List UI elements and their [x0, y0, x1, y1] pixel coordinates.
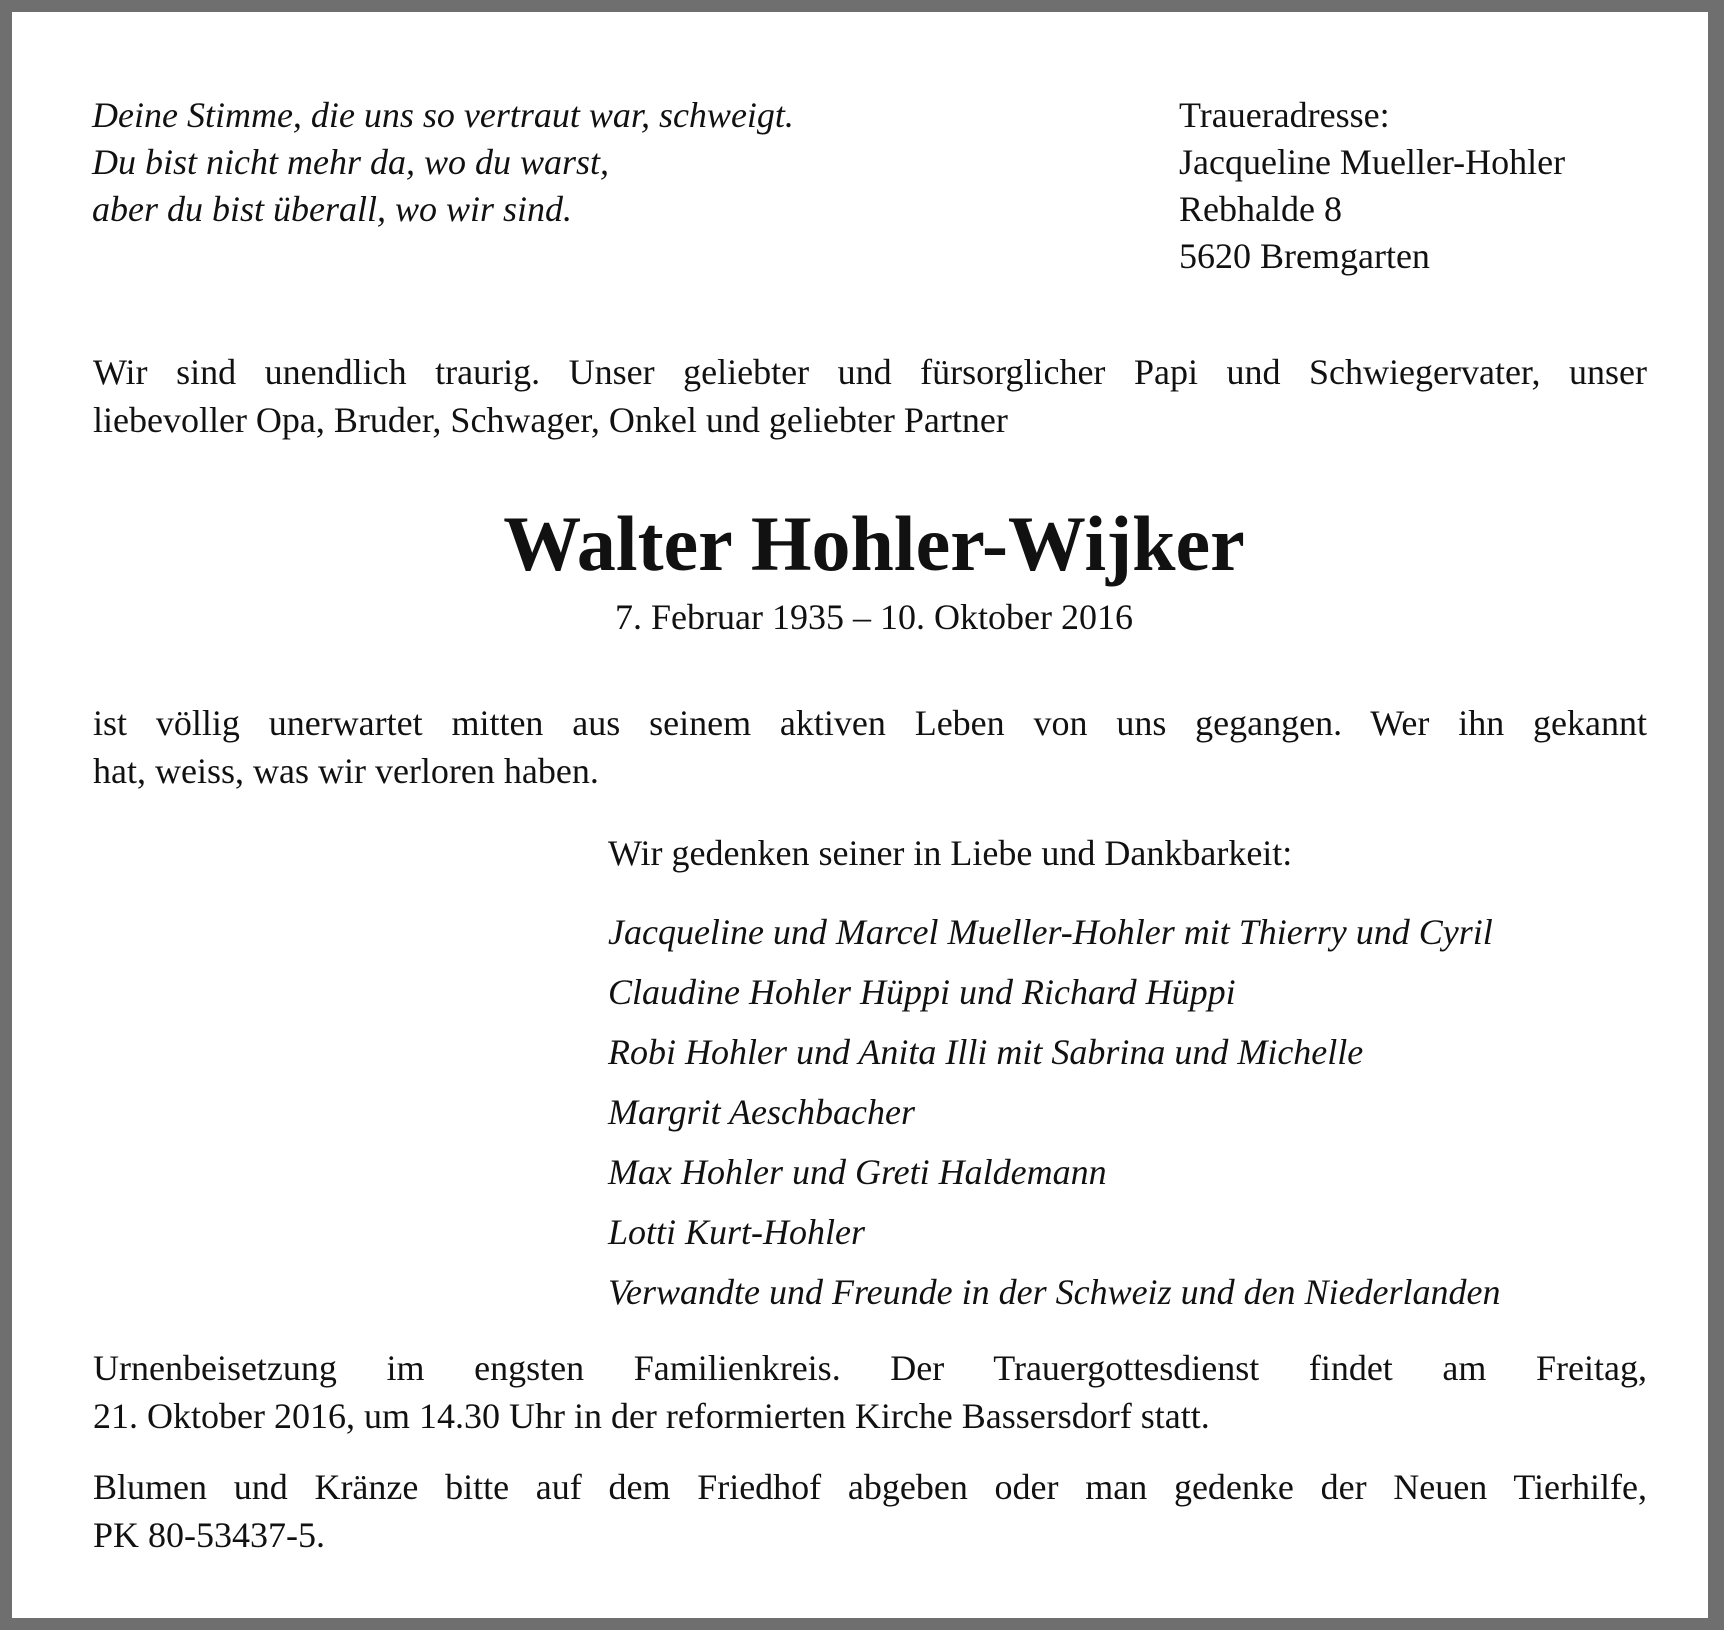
service-paragraph	[93, 1344, 1647, 1440]
intro-paragraph	[93, 348, 1647, 444]
passing-line: hat, weiss, was wir verloren haben.	[93, 751, 599, 791]
mourner-entry: Jacqueline und Marcel Mueller-Hohler mit Thierry und Cyril	[608, 912, 1493, 952]
mourner-entry: Claudine Hohler Hüppi und Richard Hüppi	[608, 972, 1236, 1012]
life-dates: 7. Februar 1935 – 10. Oktober 2016	[615, 597, 1133, 637]
memorial-verse	[92, 92, 794, 233]
remembrance-heading: Wir gedenken seiner in Liebe und Dankbarkeit:	[608, 833, 1293, 873]
address-city: 5620 Bremgarten	[1179, 236, 1430, 276]
mourner-entry: Margrit Aeschbacher	[608, 1092, 915, 1132]
address-name: Jacqueline Mueller-Hohler	[1179, 142, 1566, 182]
mourner-entry: Max Hohler und Greti Haldemann	[608, 1152, 1107, 1192]
flowers-line: PK 80-53437-5.	[93, 1515, 325, 1555]
intro-line: Wir sind unendlich traurig. Unser geliebter und fürsorglicher Papi und Schwiegervater, unser	[93, 352, 1647, 392]
service-line: Urnenbeisetzung im engsten Familienkreis. Der Trauergottesdienst findet am Freitag,	[93, 1348, 1647, 1388]
mourning-address	[1179, 92, 1565, 280]
verse-line: aber du bist überall, wo wir sind.	[92, 189, 573, 229]
mourners-list	[608, 902, 1501, 1322]
passing-paragraph	[93, 699, 1647, 795]
verse-line: Deine Stimme, die uns so vertraut war, schweigt.	[92, 95, 794, 135]
mourner-entry: Robi Hohler und Anita Illi mit Sabrina und Michelle	[608, 1032, 1364, 1072]
deceased-name: Walter Hohler-Wijker	[503, 500, 1245, 587]
flowers-paragraph	[93, 1463, 1647, 1559]
intro-line: liebevoller Opa, Bruder, Schwager, Onkel und geliebter Partner	[93, 400, 1008, 440]
mourner-entry: Lotti Kurt-Hohler	[608, 1212, 866, 1252]
address-street: Rebhalde 8	[1179, 189, 1342, 229]
service-line: 21. Oktober 2016, um 14.30 Uhr in der reformierten Kirche Bassersdorf statt.	[93, 1396, 1210, 1436]
flowers-line: Blumen und Kränze bitte auf dem Friedhof abgeben oder man gedenke der Neuen Tierhilfe,	[93, 1467, 1647, 1507]
verse-line: Du bist nicht mehr da, wo du warst,	[92, 142, 610, 182]
mourner-entry: Verwandte und Freunde in der Schweiz und den Niederlanden	[608, 1272, 1501, 1312]
address-heading: Traueradresse:	[1179, 95, 1390, 135]
passing-line: ist völlig unerwartet mitten aus seinem aktiven Leben von uns gegangen. Wer ihn gekannt	[93, 703, 1647, 743]
